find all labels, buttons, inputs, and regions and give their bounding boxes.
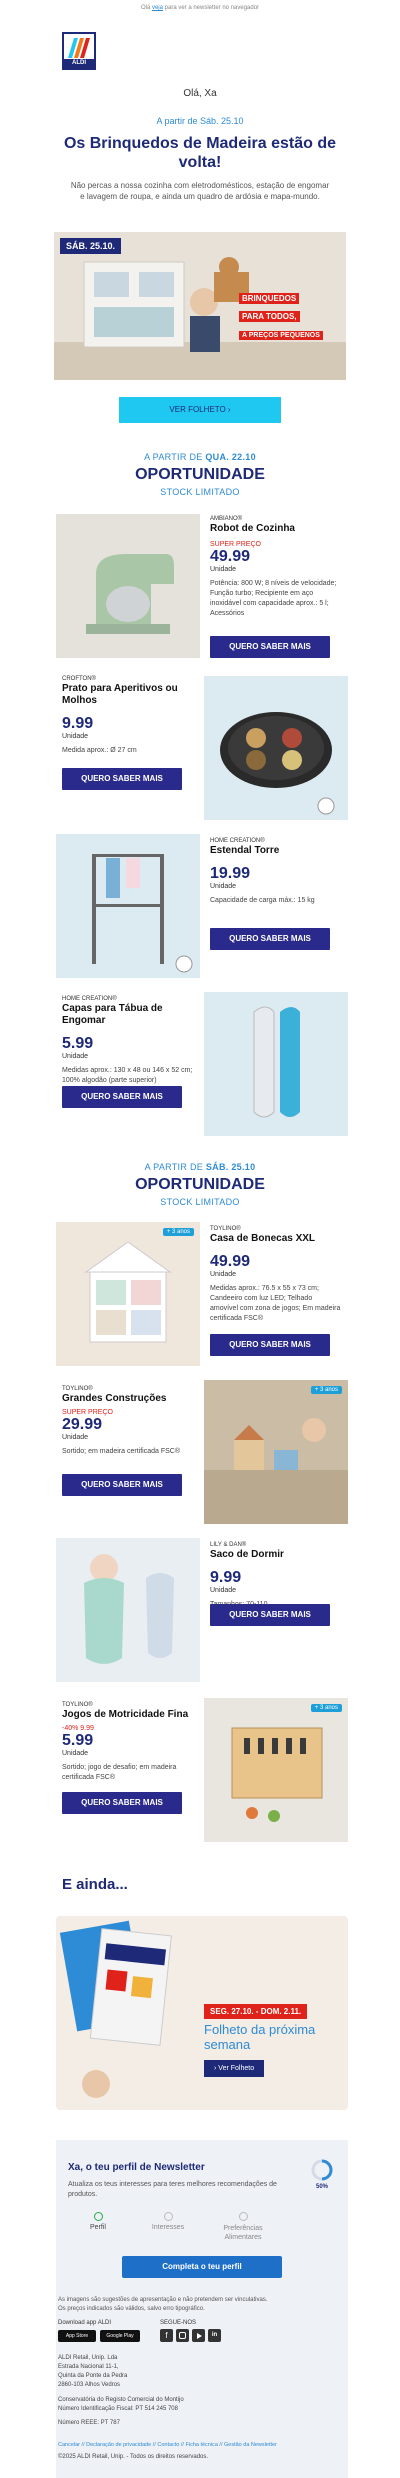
profile-title: Xa, o teu perfil de Newsletter [68,2162,205,2173]
youtube-icon[interactable] [192,2329,205,2342]
preheader: Olá veja para ver a newsletter no navegador [140,5,260,11]
profile-body: Atualiza os teus interesses para teres melhores recomendações de produtos. [68,2181,277,2198]
jogos-learn-more-button[interactable]: QUERO SABER MAIS [62,1792,182,1814]
copyright: ©2025 ALDI Retail, Unip. - Todos os direitos reservados. [58,2454,209,2460]
product-image-jogos[interactable] [204,1698,348,1842]
product-info-estendal: HOME CREATION® Estendal Torre 19.99 Unidade Capacidade de carga máx.: 15 kg [210,838,315,904]
footer-disclaimer: As imagens são sugestões de apresentação e não pretendem ser vinculativas. Os preços indicados são válidos, salvo erro tipográfico. [58,2297,268,2312]
follow-us-label: SEGUE-NOS [160,2320,197,2326]
company-address: ALDI Retail, Unip. Lda Estrada Nacional 11-1, Quinta da Ponte da Pedra 2860-103 Alhos Vedros [58,2355,128,2388]
product-info-saco: LILY & DAN® Saco de Dormir 9.99 Unidade [210,1542,284,1594]
aldi-logo[interactable] [62,32,96,70]
hero-banner[interactable] [54,232,346,380]
section2-date: A PARTIR DE SÁB. 25.10 [144,1162,256,1172]
circle-icon [164,2212,173,2221]
product-info-capas: HOME CREATION® Capas para Tábua de Engomar 5.99 Unidade Medidas aprox.: 130 x 48 ou 146 x 52 cm; 100% algodão (parte superior) [62,996,193,1084]
casa-learn-more-button[interactable]: QUERO SABER MAIS [210,1334,330,1356]
sleeping-bag-illustration [56,1538,200,1682]
complete-profile-button[interactable]: Completa o teu perfil [122,2256,282,2278]
prato-learn-more-button[interactable]: QUERO SABER MAIS [62,768,182,790]
product-info-prato: CROFTON® Prato para Aperitivos ou Molhos 9.99 Unidade Medida aprox.: Ø 27 cm [62,676,178,754]
instagram-icon[interactable] [176,2329,189,2342]
age-badge-casa: + 3 anos [163,1228,194,1236]
product-image-casa[interactable] [56,1222,200,1366]
ironing-cover-illustration [204,992,348,1136]
motor-game-illustration [204,1698,348,1842]
linkedin-icon[interactable]: in [208,2329,221,2342]
hero-promo: BRINQUEDOS PARA TODOS, A PREÇOS PEQUENOS [239,288,339,342]
product-image-saco[interactable] [56,1538,200,1682]
product-info-jogos: TOYLINO® Jogos de Motricidade Fina -40% 9.99 5.99 Unidade Sortido; jogo de desafio; em madeira certificada FSC® [62,1702,189,1781]
next-flyer-title: Folheto da próxima semana [204,2022,316,2052]
arrow-right-icon: › [214,2065,217,2072]
browser-view-link[interactable]: veja [151,5,163,11]
register-number: Número REEE: PT 787 [58,2420,120,2426]
section2-subtitle: STOCK LIMITADO [160,1197,240,1207]
intro-body: Não percas a nossa cozinha com eletrodomésticos, estação de engomar e lavagem de roupa, e ainda um quadro de ardósia e mapa-mundo. [70,181,330,201]
section2-title: OPORTUNIDADE [135,1176,265,1193]
profile-steps [68,2212,336,2248]
robot-illustration [56,514,200,658]
product-info-casa: TOYLINO® Casa de Bonecas XXL 49.99 Unidade Medidas aprox.: 76.5 x 55 x 73 cm; Candeeiro com luz LED; Telhado amovível com zona de jogos; Em madeira certificada FSC® [210,1226,341,1322]
hero-date-tag: SÁB. 25.10. [60,238,121,254]
company-registry: Conservatória do Registo Comercial do Montijo Número Identificação Fiscal: PT 514 245 708 [58,2397,184,2412]
progress-ring-icon [310,2158,334,2182]
product-image-prato[interactable] [204,676,348,820]
app-store-button[interactable]: App Store [58,2330,96,2342]
product-info-construcoes: TOYLINO® Grandes Construções SUPER PREÇO 29.99 Unidade Sortido; em madeira certificada FSC® [62,1386,180,1455]
next-flyer-dates: SEG. 27.10. - DOM. 2.11. [204,2004,307,2019]
footer-links[interactable]: Cancelar // Declaração de privacidade // Contacto // Ficha técnica // Gestão da Newsletter [58,2442,277,2448]
dollhouse-illustration [56,1222,200,1366]
next-flyer-card[interactable] [56,1916,348,2110]
estendal-learn-more-button[interactable]: QUERO SABER MAIS [210,928,330,950]
circle-icon [239,2212,248,2221]
logo-text: ALDI [72,60,86,66]
footer-panel [56,2140,348,2478]
step-interests[interactable]: Interesses [138,2212,198,2231]
step-food-preferences[interactable]: Preferências Alimentares [208,2212,278,2242]
profile-progress: 50% [310,2158,334,2182]
step-profile[interactable]: Perfil [68,2212,128,2231]
product-image-robot[interactable] [56,514,200,658]
google-play-button[interactable]: Google Play [100,2330,140,2342]
robot-learn-more-button[interactable]: QUERO SABER MAIS [210,636,330,658]
age-badge-construcoes: + 3 anos [311,1386,342,1394]
check-icon [94,2212,103,2221]
greeting: Olá, Xa [183,88,217,99]
construcoes-learn-more-button[interactable]: QUERO SABER MAIS [62,1474,182,1496]
flyer-illustration [56,1916,196,2110]
age-badge-jogos: + 3 anos [311,1704,342,1712]
view-flyer-button[interactable]: VER FOLHETO › [119,397,281,423]
saco-learn-more-button[interactable]: QUERO SABER MAIS [210,1604,330,1626]
section1-date: A PARTIR DE QUA. 22.10 [144,452,256,462]
intro-title: Os Brinquedos de Madeira estão de volta! [63,135,337,171]
section1-subtitle: STOCK LIMITADO [160,487,240,497]
more-title: E ainda... [62,1876,128,1893]
product-info-robot: AMBIANO® Robot de Cozinha SUPER PREÇO 49.99 Unidade Potência: 800 W; 8 níveis de velocidade; Função turbo; Recipiente em aço inoxidável com capacidade aprox.: 5 l; Acessórios [210,516,337,617]
plate-illustration [204,676,348,820]
blocks-illustration [204,1380,348,1524]
section1-title: OPORTUNIDADE [135,466,265,483]
product-image-construcoes[interactable] [204,1380,348,1524]
capas-learn-more-button[interactable]: QUERO SABER MAIS [62,1086,182,1108]
product-image-estendal[interactable] [56,834,200,978]
next-flyer-button[interactable]: › Ver Folheto [204,2060,264,2077]
rack-illustration [56,834,200,978]
intro-date: A partir de Sáb. 25.10 [156,116,244,126]
product-image-capas[interactable] [204,992,348,1136]
facebook-icon[interactable]: f [160,2329,173,2342]
download-app-label: Download app ALDI [58,2320,112,2326]
social-links [160,2329,224,2343]
